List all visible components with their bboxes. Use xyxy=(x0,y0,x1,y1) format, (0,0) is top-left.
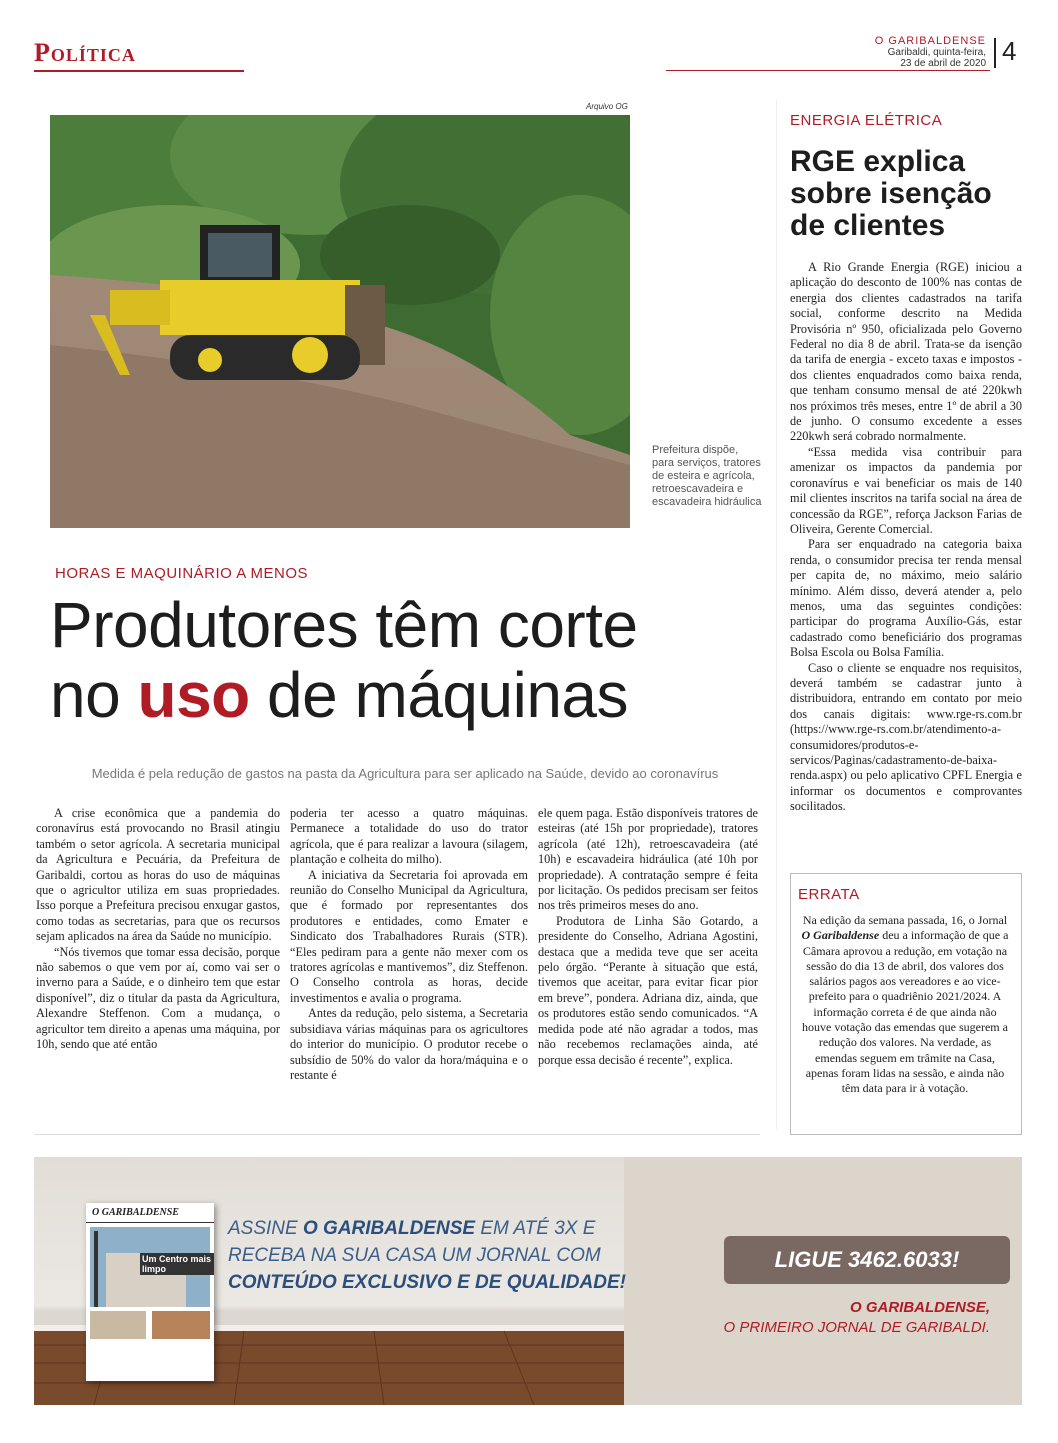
page-number: 4 xyxy=(1002,36,1017,66)
errata-text-pre: Na edição da semana passada, 16, o Jornal xyxy=(802,913,1008,927)
masthead-dateline-1: Garibaldi, quinta-feira, xyxy=(887,47,986,58)
photo-caption: Prefeitura dispõe, para serviços, tratores de esteira e agrícola, retroescavadeira e escavadeira hidráulica xyxy=(652,444,762,508)
ad-line-1 xyxy=(228,1215,628,1242)
column-divider xyxy=(776,100,777,1130)
headline-post: de máquinas xyxy=(249,659,628,731)
section-rule xyxy=(34,70,244,72)
sidebar-paragraph: “Essa medida visa contribuir para amenizar os impactos da pandemia por coronavírus e vai beneficiar os mais de 140 mil clientes inscritos na tarifa social na área de concessão da RGE”, reforça Jackson Farias de Oliveira, Gerente Comercial. xyxy=(790,444,1022,536)
article-kicker: HORAS E MAQUINÁRIO A MENOS xyxy=(55,565,309,582)
sidebar-paragraph: A Rio Grande Energia (RGE) iniciou a aplicação do desconto de 100% nas contas de energia dos clientes cadastrados na tarifa social, conforme descrito na Medida Provisória nº 950, oficializada pelo Governo Federal no dia 8 de abril. Trata-se da isenção da tarifa de energia - exceto taxas e impostos - dos clientes enquadrados como baixa renda, que tenham consumo mensal de até 220kwh nos próximos três meses, entre 1º de abril a 30 de junho. O consumo excedente a esses 220kwh será cobrado normalmente. xyxy=(790,260,1022,444)
photo-credit: Arquivo OG xyxy=(586,102,628,111)
errata-text xyxy=(798,913,1012,1097)
ad-line-3-text: CONTEÚDO EXCLUSIVO E DE QUALIDADE! xyxy=(228,1272,626,1293)
ad-slogan: O PRIMEIRO JORNAL DE GARIBALDI. xyxy=(723,1319,990,1336)
masthead-dateline-2: 23 de abril de 2020 xyxy=(900,58,986,69)
errata-paper-name: O Garibaldense xyxy=(801,928,880,943)
sidebar-paragraph: Caso o cliente se enquadre nos requisitos, deverá também se cadastrar junto à distribuidora, entrando em contato por meio dos canais digitais: www.rge-rs.com.br (https://www.rge-rs.com.br/atendimento-a-consumidores/produtos-e-servicos/Paginas/cadastramento-de-baixa-renda.aspx) ou pelo aplicativo CPFL Energia e informar os documentos e comprovantes socilitados. xyxy=(790,660,1022,814)
bulldozer-photo xyxy=(50,115,630,528)
sidebar-kicker: ENERGIA ELÉTRICA xyxy=(790,112,943,129)
headline-line-1: Produtores têm corte xyxy=(50,589,638,661)
article-paragraph: ele quem paga. Estão disponíveis tratores de esteiras (até 15h por propriedade), tratores agrícola (até 12h), retroescavadeira (até 10h) e escavadeira hidráulica (até 10h por propriedade). A contratação sempre é feita por licitação. Os pedidos precisam ser feitos nos três primeiros meses do ano. xyxy=(538,806,758,913)
article-paragraph: “Nós tivemos que tomar essa decisão, porque não sabemos o que vem por aí, como vai ser o inverno para a Saúde, e o dinheiro tem que estar disponível”, diz o titular da pasta da Agricultura, Alexandre Steffenon. Com a mudança, o agricultor tem direito a apenas uma máquina, por 10h, sendo que até então xyxy=(36,944,280,1052)
errata-text-post: deu a informação de que a Câmara aprovou a redução, em votação na sessão do dia 13 de abril, dos valores dos salários pagos aos vereadores e ao vice-prefeito para o quadriênio 2021/2024. A informação correta é de que ainda não houve votação das emendas que sugerem a redução dos valores. Na verdade, as emendas seguem em trâmite na Casa, apenas foram lidas na sessão, e ainda não têm data para ir à votação. xyxy=(802,928,1009,1096)
ad-line-1-brand: O GARIBALDENSE xyxy=(302,1218,476,1239)
headline-highlight: uso xyxy=(137,659,250,731)
article-paragraph: poderia ter acesso a quatro máquinas. Permanece a totalidade do uso do trator agrícola, que é para realizar a lavoura (silagem, plantação e colheita do milho). xyxy=(290,806,528,867)
thumbnail-photo xyxy=(86,1223,214,1343)
headline-line-2 xyxy=(50,660,770,730)
thumbnail-headline: Um Centro mais limpo xyxy=(140,1253,214,1275)
ad-line-3 xyxy=(228,1269,628,1296)
header-rule xyxy=(666,70,990,71)
headline-pre: no xyxy=(50,659,138,731)
ad-line-1-post: EM ATÉ 3X E xyxy=(475,1218,596,1239)
article-column-1 xyxy=(36,806,280,1053)
masthead-paper-name: O GARIBALDENSE xyxy=(874,35,986,47)
newspaper-thumbnail xyxy=(86,1203,214,1381)
sidebar-headline: RGE explica sobre isenção de clientes xyxy=(790,145,992,242)
article-headline xyxy=(50,590,770,730)
page-number-divider xyxy=(994,38,996,68)
sidebar-body xyxy=(790,260,1022,815)
article-column-2 xyxy=(290,806,528,1083)
article-paragraph: Antes da redução, pelo sistema, a Secretaria subsidiava várias máquinas para os agricultores do interior do município. O produtor recebe o subsídio de 50% do valor da hora/máquina e o restante é xyxy=(290,1006,528,1082)
article-paragraph: Produtora de Linha São Gotardo, a presidente do Conselho, Adriana Agostini, destaca que a medida teve que ser aceita pelo órgão. “Perante à situação que está, tivemos que aceitar, para evitar ficar pior em breve”, pondera. Adriana diz, ainda, que os produtores estão sendo comunicados. “A medida pode até não agradar a todos, mas não recebemos reclamações ainda, até porque essa decisão é recente”, explica. xyxy=(538,913,758,1067)
errata-title: ERRATA xyxy=(798,886,860,903)
section-title: Política xyxy=(34,38,136,67)
article-divider xyxy=(34,1134,760,1135)
thumbnail-paper-name: O GARIBALDENSE xyxy=(86,1203,214,1223)
article-deck: Medida é pela redução de gastos na pasta da Agricultura para ser aplicado na Saúde, devido ao coronavírus xyxy=(91,766,719,781)
ad-copy xyxy=(228,1215,628,1296)
sidebar-paragraph: Para ser enquadrado na categoria baixa renda, o consumidor precisa ter renda mensal per capita de, no máximo, meio salário mínimo. Além disso, deverá atender a, pelo menos, uma das seguintes condições: participar do programa Auxílio-Gás, estar cadastrado como beneficiário dos programas Bolsa Escola ou Bolsa Família. xyxy=(790,537,1022,660)
ad-line-1-pre: ASSINE xyxy=(228,1218,303,1239)
masthead xyxy=(875,36,986,69)
call-phone-button[interactable]: LIGUE 3462.6033! xyxy=(724,1236,1010,1284)
article-paragraph: A crise econômica que a pandemia do coronavírus está provocando no Brasil atingiu também o setor agrícola. A secretaria municipal da Agricultura e Pecuária, da Prefeitura de Garibaldi, cortou as horas do uso de máquinas que o agricultor utiliza em suas propriedades. Isso porque a Prefeitura precisou enxugar gastos, como todas as secretarias, para que os recursos sejam aplicados na área da Saúde no município. xyxy=(36,806,280,944)
article-paragraph: A iniciativa da Secretaria foi aprovada em reunião do Conselho Municipal da Agricultura, que é formado por representantes dos produtores e entidades, como Emater e Sindicato dos Trabalhadores Rurais (STR). “Eles pediram para a gente não mexer com os tratores agrícolas e mantivemos”, diz Steffenon. O Conselho controla as horas, decide investimentos e avalia o programa. xyxy=(290,867,528,1005)
subscription-ad[interactable] xyxy=(34,1157,1022,1405)
ad-brand: O GARIBALDENSE, xyxy=(849,1299,990,1316)
article-column-3 xyxy=(538,806,758,1068)
ad-line-2: RECEBA NA SUA CASA UM JORNAL COM xyxy=(228,1245,601,1266)
